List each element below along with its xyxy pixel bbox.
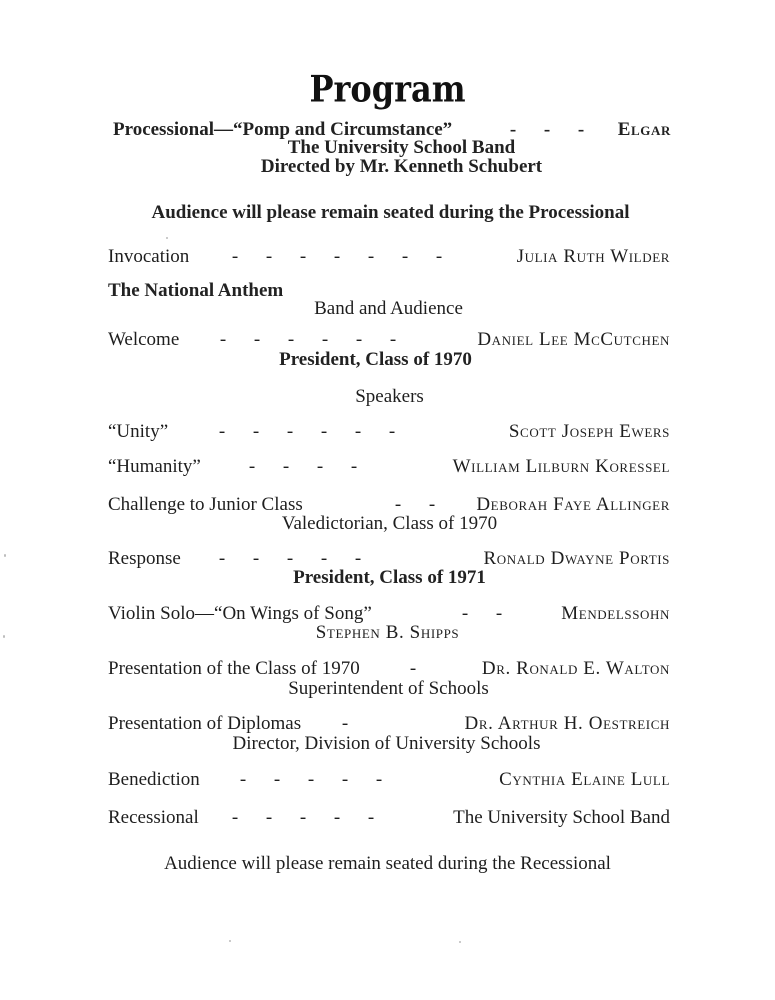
dash: - <box>543 119 551 140</box>
violin-performer: Stephen B. Shipps <box>315 622 460 643</box>
recessional-performer: The University School Band <box>453 807 670 828</box>
dash: - <box>282 456 290 477</box>
humanity-row <box>108 455 670 479</box>
dash: - <box>231 807 239 828</box>
welcome-title: President, Class of 1970 <box>279 349 472 370</box>
dash: - <box>252 421 260 442</box>
recessional-label: Recessional <box>108 807 199 828</box>
dash: - <box>354 548 362 569</box>
invocation-label: Invocation <box>108 246 190 267</box>
dash: - <box>367 807 375 828</box>
dash: - <box>389 329 397 350</box>
speakers-heading: Speakers <box>355 386 424 407</box>
dash: - <box>286 548 294 569</box>
dash: - <box>495 603 503 624</box>
response-name: Ronald Dwayne Portis <box>483 548 670 569</box>
invocation-row <box>108 245 670 269</box>
anthem-performers: Band and Audience <box>314 298 463 319</box>
dash: - <box>265 246 273 267</box>
dash: - <box>401 246 409 267</box>
scan-speck <box>459 941 461 943</box>
processional-composer: Elgar <box>617 119 671 140</box>
dash: - <box>341 713 349 734</box>
dash: - <box>239 769 247 790</box>
dash: - <box>218 421 226 442</box>
dash: - <box>316 456 324 477</box>
response-title: President, Class of 1971 <box>293 567 486 588</box>
dash: - <box>299 246 307 267</box>
unity-row <box>108 420 670 444</box>
benediction-label: Benediction <box>108 769 200 790</box>
dash: - <box>287 329 295 350</box>
scan-speck <box>229 940 231 942</box>
dash: - <box>341 769 349 790</box>
dash: - <box>333 807 341 828</box>
dash: - <box>248 456 256 477</box>
scan-speck <box>4 554 6 557</box>
welcome-label: Welcome <box>108 329 180 350</box>
dash: - <box>461 603 469 624</box>
benediction-dashes <box>226 768 396 792</box>
humanity-label: “Humanity” <box>108 456 201 477</box>
presentation-class-label: Presentation of the Class of 1970 <box>108 658 360 679</box>
dash: - <box>577 119 585 140</box>
recessional-row <box>108 806 670 830</box>
dash: - <box>320 421 328 442</box>
dash: - <box>252 548 260 569</box>
humanity-dashes <box>235 455 371 479</box>
unity-label: “Unity” <box>108 421 169 442</box>
humanity-name: William Lilburn Koressel <box>452 456 670 477</box>
dash: - <box>367 246 375 267</box>
recessional-dashes <box>218 806 388 830</box>
dash: - <box>428 494 436 515</box>
welcome-name: Daniel Lee McCutchen <box>477 329 670 350</box>
processional-director: Directed by Mr. Kenneth Schubert <box>260 156 543 177</box>
dash: - <box>307 769 315 790</box>
presentation-class-name: Dr. Ronald E. Walton <box>481 658 670 679</box>
presentation-diplomas-name: Dr. Arthur H. Oestreich <box>464 713 670 734</box>
dash: - <box>273 769 281 790</box>
dash: - <box>394 494 402 515</box>
dash: - <box>286 421 294 442</box>
unity-dashes <box>205 420 409 444</box>
dash: - <box>375 769 383 790</box>
dash: - <box>218 548 226 569</box>
anthem-label: The National Anthem <box>108 280 284 301</box>
presentation-diplomas-label: Presentation of Diplomas <box>108 713 302 734</box>
invocation-name: Julia Ruth Wilder <box>516 246 670 267</box>
violin-label: Violin Solo—“On Wings of Song” <box>108 603 372 624</box>
dash: - <box>350 456 358 477</box>
presentation-diplomas-title: Director, Division of University Schools <box>232 733 541 754</box>
dash: - <box>355 329 363 350</box>
dash: - <box>320 548 328 569</box>
response-label: Response <box>108 548 181 569</box>
unity-name: Scott Joseph Ewers <box>508 421 670 442</box>
dash: - <box>333 246 341 267</box>
dash: - <box>509 119 517 140</box>
dash: - <box>388 421 396 442</box>
notice-recessional: Audience will please remain seated during the Recessional <box>164 853 611 874</box>
processional-performer: The University School Band <box>287 137 516 158</box>
benediction-name: Cynthia Elaine Lull <box>499 769 670 790</box>
scan-speck <box>3 635 5 638</box>
processional-label: Processional—“Pomp and Circumstance” <box>113 119 453 140</box>
dash: - <box>299 807 307 828</box>
dash: - <box>265 807 273 828</box>
scan-speck <box>166 237 168 239</box>
benediction-row <box>108 768 670 792</box>
challenge-name: Deborah Faye Allinger <box>476 494 670 515</box>
dash: - <box>219 329 227 350</box>
violin-composer: Mendelssohn <box>561 603 670 624</box>
dash: - <box>253 329 261 350</box>
program-title: Program <box>309 67 466 111</box>
dash: - <box>321 329 329 350</box>
challenge-title: Valedictorian, Class of 1970 <box>281 513 498 534</box>
presentation-class-title: Superintendent of Schools <box>288 678 489 699</box>
invocation-dashes <box>218 245 456 269</box>
notice-processional: Audience will please remain seated during the Processional <box>151 202 630 223</box>
dash: - <box>231 246 239 267</box>
dash: - <box>435 246 443 267</box>
challenge-label: Challenge to Junior Class <box>108 494 303 515</box>
dash: - <box>409 658 417 679</box>
dash: - <box>354 421 362 442</box>
